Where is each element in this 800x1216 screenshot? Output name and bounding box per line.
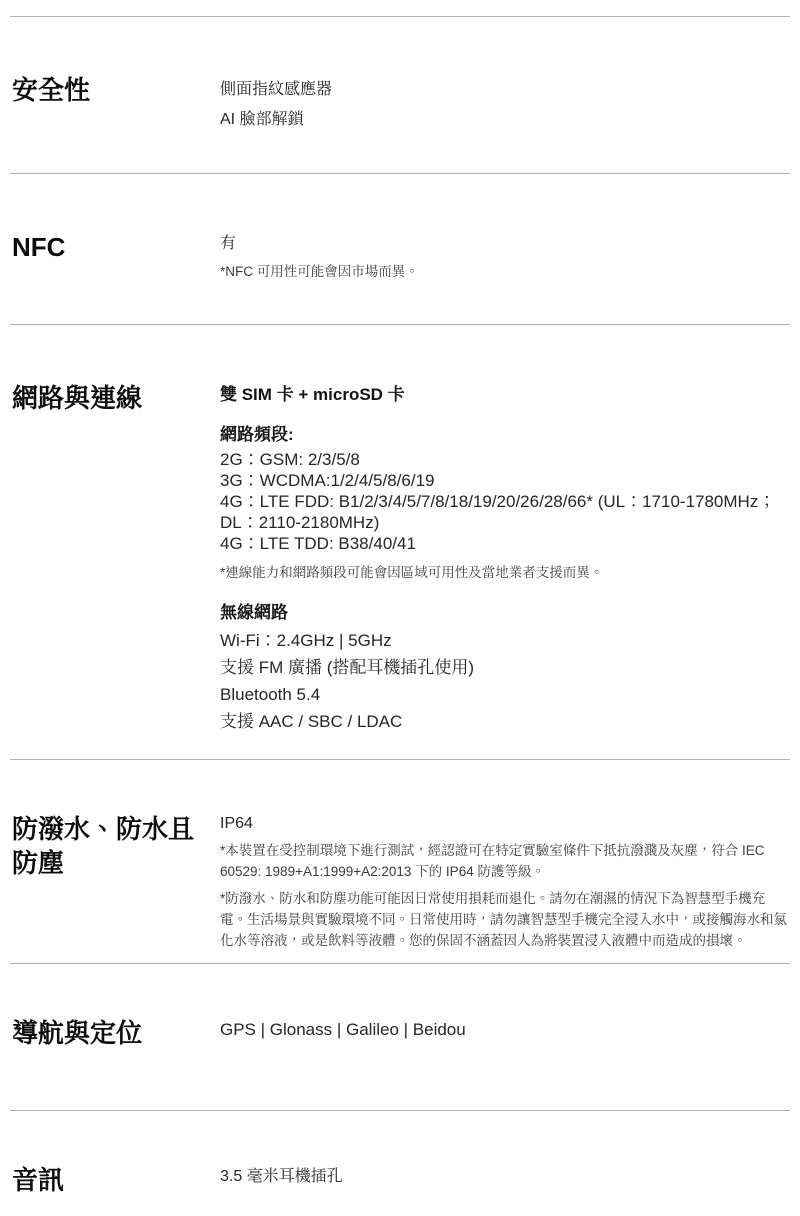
section-content-audio (220, 1163, 788, 1189)
section-content-nfc (220, 230, 788, 282)
spec-value-wifi: Wi-Fi：2.4GHz | 5GHz (220, 631, 392, 650)
spec-value-bluetooth: Bluetooth 5.4 (220, 685, 321, 704)
spec-value-band-4g-fdd: 4G：LTE FDD: B1/2/3/4/5/7/8/18/19/20/26/28/66* (UL：1710-1780MHz；DL：2110-2180MHz) (220, 492, 776, 532)
spec-row-nfc (10, 174, 790, 324)
section-content-security (220, 73, 788, 135)
spec-row-network (10, 325, 790, 759)
spec-value-gnss: GPS | Glonass | Galileo | Beidou (220, 1020, 466, 1039)
spec-value-face-unlock: AI 臉部解鎖 (220, 111, 304, 128)
spec-value-ip-rating: IP64 (220, 815, 253, 832)
section-title-audio: 音訊 (12, 1165, 65, 1195)
spec-value-nfc: 有 (220, 235, 237, 252)
section-content-navigation (220, 1016, 788, 1042)
section-title-nfc: NFC (12, 232, 66, 262)
section-title-security: 安全性 (12, 75, 91, 105)
wireless-heading: 無線網路 (220, 603, 288, 622)
spec-value-fingerprint: 側面指紋感應器 (220, 81, 333, 98)
spec-row-security (10, 17, 790, 173)
spec-footnote-ip-test: *本裝置在受控制環境下進行測試，經認證可在特定實驗室條件下抵抗潑濺及灰塵，符合 IEC 60529: 1989+A1:1999+A2:2013 下的 IP64 防護等級。 (220, 843, 765, 879)
spec-row-audio (10, 1111, 790, 1197)
section-title-navigation: 導航與定位 (12, 1018, 143, 1048)
spec-footnote-ip-care: *防潑水、防水和防塵功能可能因日常使用損耗而退化。請勿在潮濕的情況下為智慧型手機充電。生活場景與實驗環境不同。日常使用時，請勿讓智慧型手機完全浸入水中，或接觸海水和氯化水等溶液，或是飲料等液體。您的保固不涵蓋因人為將裝置浸入液體中而造成的損壞。 (220, 891, 787, 948)
spec-footnote-bands: *連線能力和網路頻段可能會因區域可用性及當地業者支援而異。 (220, 565, 604, 580)
spec-value-sim: 雙 SIM 卡 + microSD 卡 (220, 385, 405, 404)
spec-value-band-2g: 2G：GSM: 2/3/5/8 (220, 450, 360, 469)
spec-footnote-nfc: *NFC 可用性可能會因市場而異。 (220, 264, 419, 279)
spec-page (0, 16, 800, 1197)
section-content-network (220, 381, 788, 735)
spec-value-band-3g: 3G：WCDMA:1/2/4/5/8/6/19 (220, 471, 435, 490)
section-content-water-resistance (220, 812, 788, 951)
spec-row-navigation (10, 964, 790, 1110)
network-bands-heading: 網路頻段: (220, 425, 294, 444)
spec-value-headphone-jack: 3.5 毫米耳機插孔 (220, 1168, 343, 1185)
spec-value-band-4g-tdd: 4G：LTE TDD: B38/40/41 (220, 534, 416, 553)
section-title-water-resistance: 防潑水、防水且防塵 (12, 814, 195, 878)
spec-value-fm: 支援 FM 廣播 (搭配耳機插孔使用) (220, 658, 475, 677)
spec-value-codecs: 支援 AAC / SBC / LDAC (220, 712, 403, 731)
spec-row-water-resistance (10, 760, 790, 963)
section-title-network: 網路與連線 (12, 383, 143, 413)
